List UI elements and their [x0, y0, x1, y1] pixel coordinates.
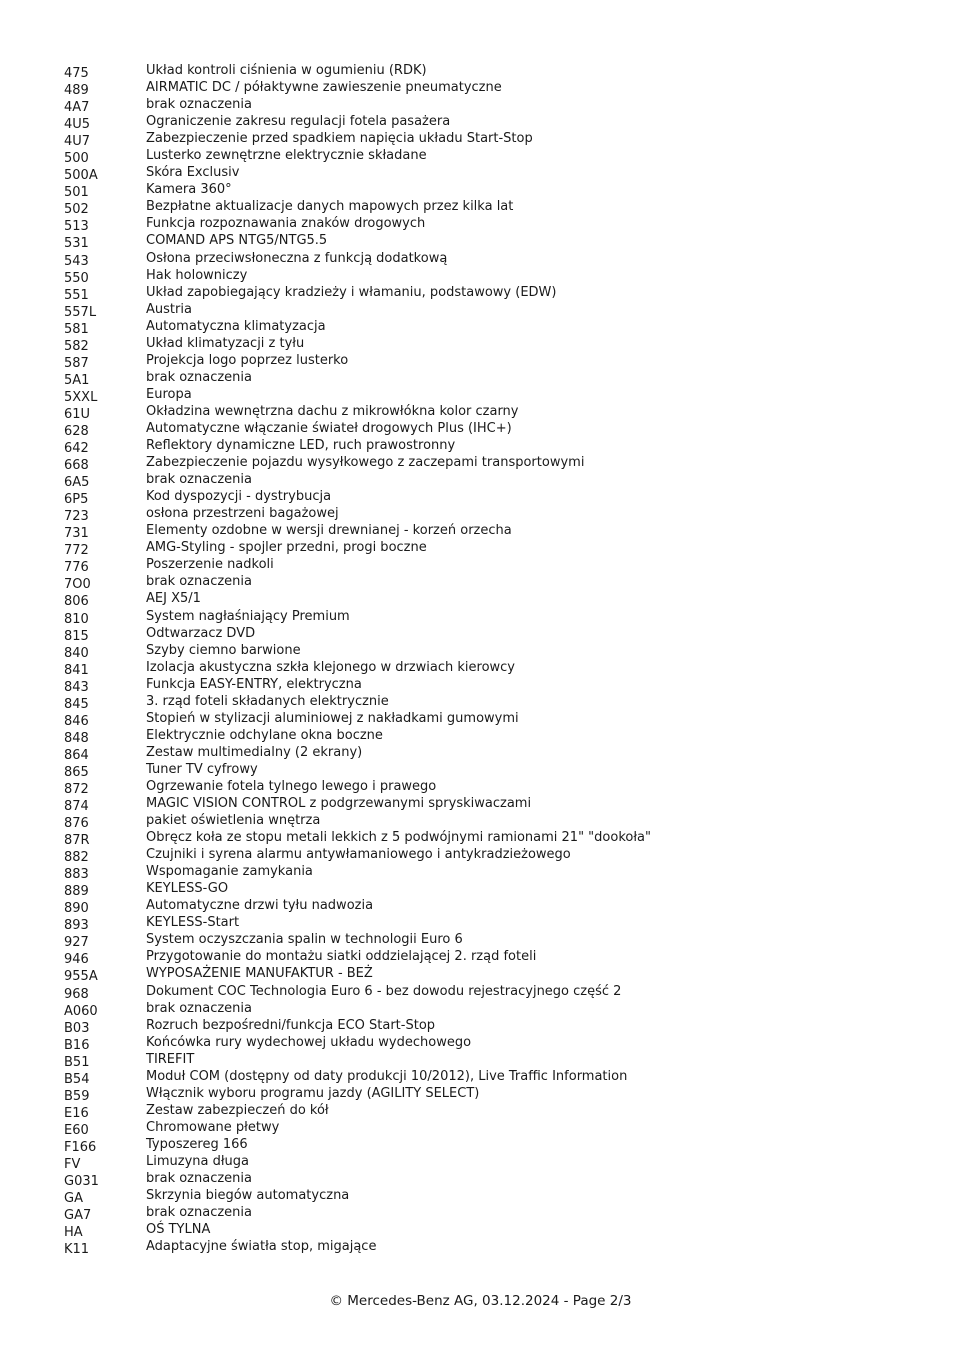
option-code: 587	[64, 355, 89, 371]
option-code: B54	[64, 1071, 90, 1087]
option-description: Zabezpieczenie pojazdu wysyłkowego z zaczepami transportowymi	[146, 455, 585, 471]
option-code: 731	[64, 526, 89, 542]
option-code: 772	[64, 543, 89, 559]
option-description: Odtwarzacz DVD	[146, 625, 256, 641]
option-code: 806	[64, 594, 89, 610]
option-description: Tuner TV cyfrowy	[146, 761, 258, 777]
option-code: 7O0	[64, 577, 91, 593]
option-code: 4A7	[64, 100, 90, 116]
option-description: Lusterko zewnętrzne elektrycznie składane	[146, 148, 427, 164]
option-description: Zabezpieczenie przed spadkiem napięcia układu Start-Stop	[146, 131, 533, 147]
option-code: G031	[64, 1174, 99, 1190]
option-code: 502	[64, 202, 89, 218]
option-code: 500	[64, 151, 89, 167]
option-description: Typoszereg 166	[146, 1136, 248, 1152]
option-code: 642	[64, 441, 89, 457]
option-code: 723	[64, 509, 89, 525]
option-code: HA	[64, 1225, 83, 1241]
option-code: F166	[64, 1139, 97, 1155]
option-code: 513	[64, 219, 89, 235]
option-code: GA	[64, 1191, 83, 1207]
option-description: brak oznaczenia	[146, 97, 252, 113]
option-code: 501	[64, 185, 89, 201]
option-description: Okładzina wewnętrzna dachu z mikrowłókna kolor czarny	[146, 403, 519, 419]
option-code: 872	[64, 781, 89, 797]
option-code: 882	[64, 850, 89, 866]
option-code: 668	[64, 458, 89, 474]
option-code: 810	[64, 611, 89, 627]
option-description: OŚ TYLNA	[146, 1222, 211, 1238]
option-description: Skrzynia biegów automatyczna	[146, 1188, 350, 1204]
option-code: GA7	[64, 1208, 92, 1224]
option-description: Czujniki i syrena alarmu antywłamaniowego i antykradzieżowego	[146, 847, 571, 863]
option-description: Przygotowanie do montażu siatki oddzielającej 2. rząd foteli	[146, 949, 537, 965]
option-code: 557L	[64, 304, 97, 320]
option-description: System nagłaśniający Premium	[146, 608, 350, 624]
option-code: 874	[64, 799, 89, 815]
option-description: Układ zapobiegający kradzieży i włamaniu, podstawowy (EDW)	[146, 284, 557, 300]
option-description: Kamera 360°	[146, 182, 232, 198]
option-code: 500A	[64, 168, 98, 184]
option-description: Moduł COM (dostępny od daty produkcji 10/2012), Live Traffic Information	[146, 1068, 628, 1084]
option-description: Poszerzenie nadkoli	[146, 557, 274, 573]
option-description: Bezpłatne aktualizacje danych mapowych przez kilka lat	[146, 199, 514, 215]
option-code: 87R	[64, 833, 90, 849]
option-description: Elektrycznie odchylane okna boczne	[146, 727, 383, 743]
option-code: 815	[64, 628, 89, 644]
option-description: brak oznaczenia	[146, 1000, 252, 1016]
option-code: 582	[64, 338, 89, 354]
option-description: Ograniczenie zakresu regulacji fotela pasażera	[146, 114, 451, 130]
option-description: MAGIC VISION CONTROL z podgrzewanymi spryskiwaczami	[146, 796, 532, 812]
option-description: Układ klimatyzacji z tyłu	[146, 335, 305, 351]
option-code: 489	[64, 83, 89, 99]
option-description: Stopień w stylizacji aluminiowej z nakładkami gumowymi	[146, 710, 519, 726]
option-code: 955A	[64, 969, 98, 985]
option-code: 776	[64, 560, 89, 576]
option-description: KEYLESS-GO	[146, 881, 229, 897]
option-description: Elementy ozdobne w wersji drewnianej - korzeń orzecha	[146, 523, 512, 539]
option-description: Osłona przeciwsłoneczna z funkcją dodatkową	[146, 250, 448, 266]
option-description: AIRMATIC DC / półaktywne zawieszenie pneumatyczne	[146, 80, 502, 96]
option-code: FV	[64, 1157, 81, 1172]
option-description: Dokument COC Technologia Euro 6 - bez dowodu rejestracyjnego część 2	[146, 983, 622, 999]
option-description: Skóra Exclusiv	[146, 165, 240, 181]
option-description: KEYLESS-Start	[146, 915, 240, 931]
option-code: 6P5	[64, 492, 89, 508]
option-code: A060	[64, 1003, 98, 1019]
option-description: pakiet oświetlenia wnętrza	[146, 813, 321, 829]
option-description: brak oznaczenia	[146, 574, 252, 590]
option-description: Automatyczna klimatyzacja	[146, 318, 326, 334]
option-description: Funkcja rozpoznawania znaków drogowych	[146, 216, 426, 232]
option-code: 550	[64, 270, 89, 286]
option-code: 883	[64, 867, 89, 883]
option-description: Limuzyna długa	[146, 1154, 250, 1169]
option-code: 848	[64, 730, 89, 746]
option-description: Chromowane płetwy	[146, 1119, 280, 1135]
option-code: 581	[64, 321, 89, 337]
option-description: TIREFIT	[146, 1051, 195, 1067]
option-description: Kod dyspozycji - dystrybucja	[146, 489, 332, 505]
option-description: AEJ X5/1	[146, 591, 201, 607]
option-description: Zestaw zabezpieczeń do kół	[146, 1102, 329, 1118]
option-code: 61U	[64, 406, 91, 422]
option-description: brak oznaczenia	[146, 1171, 252, 1187]
option-code: 893	[64, 918, 89, 934]
option-description: AMG-Styling - spojler przedni, progi boczne	[146, 540, 427, 556]
option-description: Końcówka rury wydechowej układu wydechowego	[146, 1034, 472, 1050]
option-code: 846	[64, 713, 89, 729]
option-code: 628	[64, 423, 89, 439]
option-description: Reflektory dynamiczne LED, ruch prawostronny	[146, 438, 456, 454]
option-code: E16	[64, 1105, 89, 1121]
option-description: Hak holowniczy	[146, 267, 248, 283]
option-code: 876	[64, 816, 89, 832]
option-code: 968	[64, 986, 89, 1002]
option-code: 946	[64, 952, 89, 968]
option-description: brak oznaczenia	[146, 369, 252, 385]
option-description: Zestaw multimedialny (2 ekrany)	[146, 744, 363, 760]
option-description: Rozruch bezpośredni/funkcja ECO Start-Stop	[146, 1017, 436, 1033]
option-description: brak oznaczenia	[146, 1205, 252, 1221]
option-code: 6A5	[64, 475, 90, 491]
option-code: 864	[64, 747, 89, 763]
option-code: B59	[64, 1088, 90, 1104]
option-code: 889	[64, 884, 89, 900]
option-code: B51	[64, 1054, 90, 1070]
option-code: 841	[64, 662, 89, 678]
option-code: 845	[64, 696, 89, 712]
option-code: 5A1	[64, 372, 90, 388]
list-item	[64, 1240, 924, 1257]
option-code: 840	[64, 645, 89, 661]
option-code: E60	[64, 1122, 89, 1138]
option-description: Obręcz koła ze stopu metali lekkich z 5 podwójnymi ramionami 21" "dookoła"	[146, 830, 651, 846]
option-code: 543	[64, 253, 89, 269]
option-description: System oczyszczania spalin w technologii Euro 6	[146, 932, 463, 948]
option-description: brak oznaczenia	[146, 472, 252, 488]
option-description: Funkcja EASY-ENTRY, elektryczna	[146, 676, 362, 692]
list-item	[64, 371, 924, 388]
option-code: 865	[64, 764, 89, 780]
option-code: 475	[64, 66, 89, 81]
option-description: Projekcja logo poprzez lusterko	[146, 352, 349, 368]
option-description: Adaptacyjne światła stop, migające	[146, 1239, 377, 1255]
option-description: Układ kontroli ciśnienia w ogumieniu (RDK)	[146, 63, 427, 78]
option-description: Austria	[146, 301, 192, 317]
option-code: 843	[64, 679, 89, 695]
option-code: 4U7	[64, 134, 91, 150]
option-description: 3. rząd foteli składanych elektrycznie	[146, 693, 389, 709]
option-code: K11	[64, 1242, 90, 1258]
option-description: Szyby ciemno barwione	[146, 642, 301, 658]
option-description: Włącznik wyboru programu jazdy (AGILITY SELECT)	[146, 1085, 480, 1101]
option-description: Wspomaganie zamykania	[146, 864, 313, 880]
list-item	[64, 286, 924, 303]
option-description: WYPOSAŻENIE MANUFAKTUR - BEŻ	[146, 966, 373, 982]
page-footer: © Mercedes-Benz AG, 03.12.2024 - Page 2/3	[329, 1293, 632, 1309]
option-code: 551	[64, 287, 89, 303]
option-code: 890	[64, 901, 89, 917]
option-description: Automatyczne włączanie świateł drogowych Plus (IHC+)	[146, 420, 512, 436]
option-code: B16	[64, 1037, 90, 1053]
option-code: B03	[64, 1020, 90, 1036]
option-description: osłona przestrzeni bagażowej	[146, 506, 339, 522]
option-code: 531	[64, 236, 89, 252]
option-description: Ogrzewanie fotela tylnego lewego i prawego	[146, 778, 437, 794]
equipment-code-list	[64, 64, 924, 1257]
option-description: COMAND APS NTG5/NTG5.5	[146, 233, 328, 249]
option-description: Izolacja akustyczna szkła klejonego w drzwiach kierowcy	[146, 659, 515, 675]
option-code: 5XXL	[64, 389, 98, 405]
option-description: Automatyczne drzwi tyłu nadwozia	[146, 898, 374, 914]
option-description: Europa	[146, 386, 192, 402]
option-code: 927	[64, 935, 89, 951]
option-code: 4U5	[64, 117, 91, 133]
